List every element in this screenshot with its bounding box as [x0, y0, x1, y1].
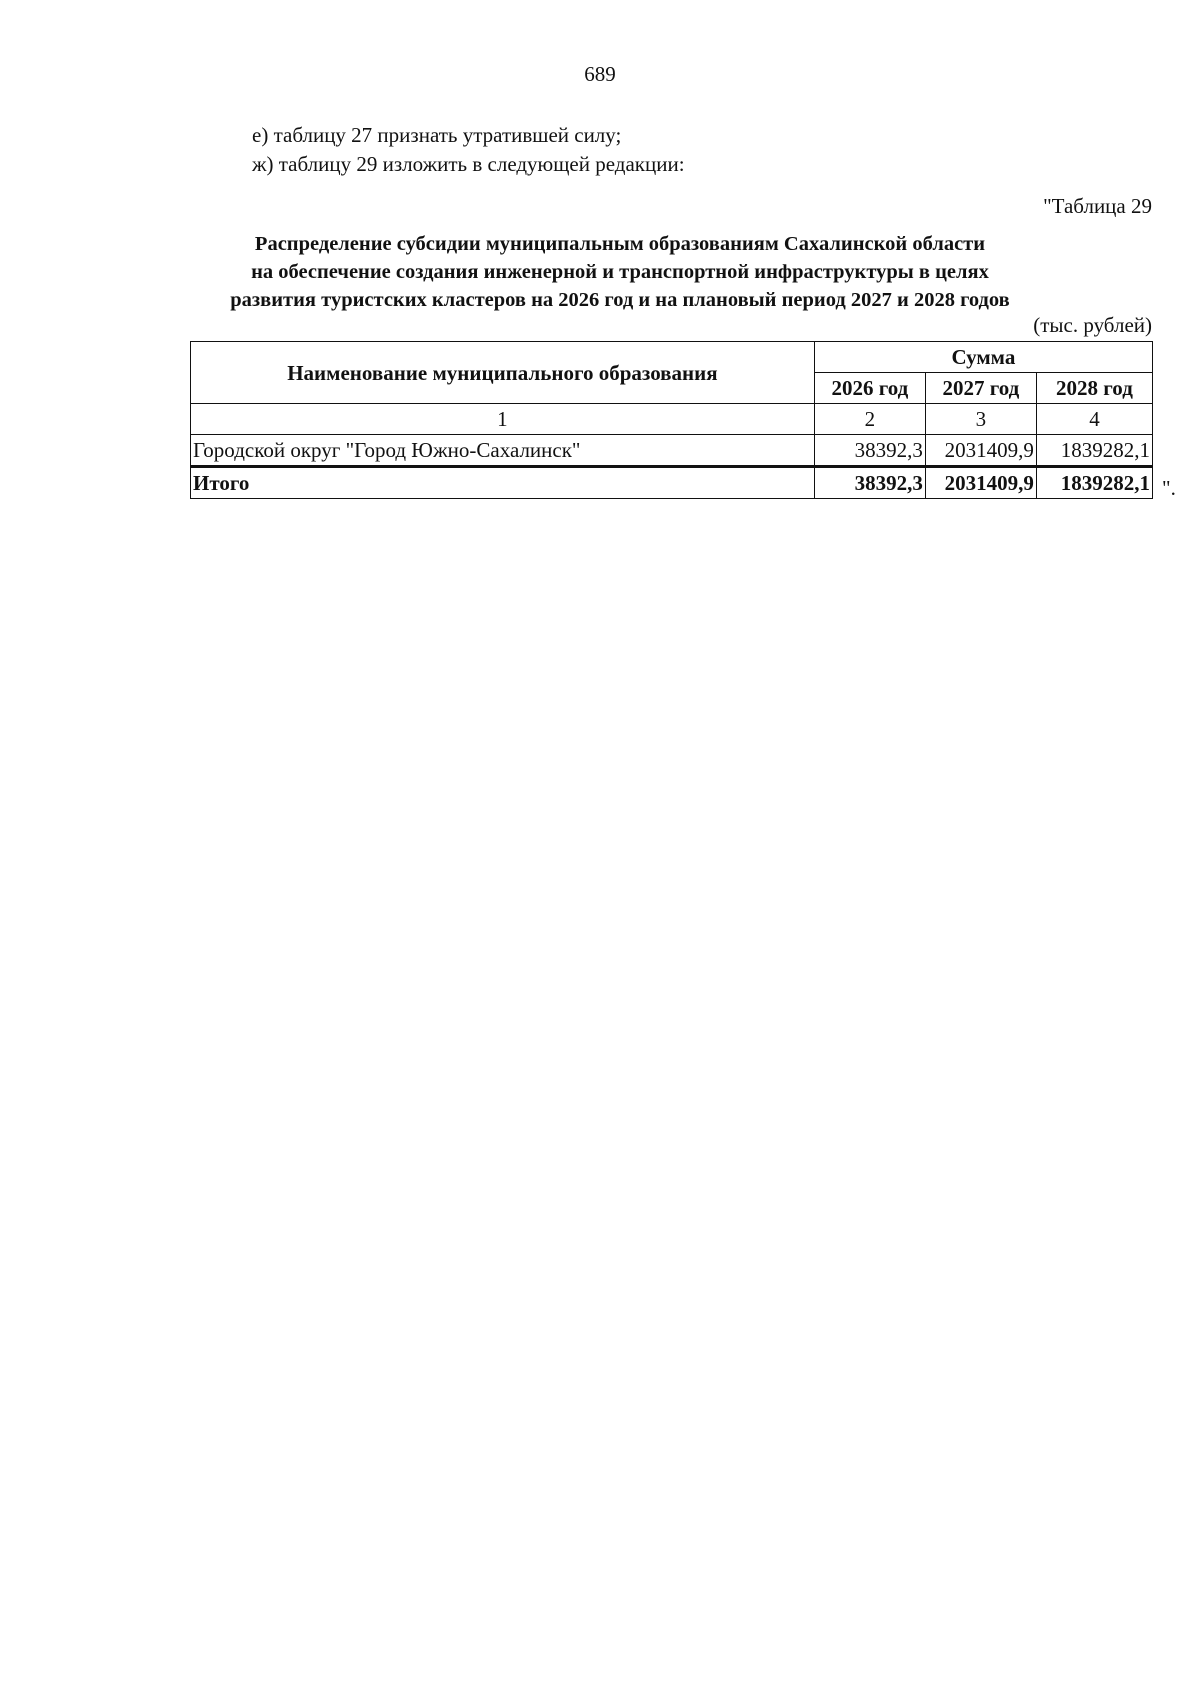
title-line-3: развития туристских кластеров на 2026 год и на плановый период 2027 и 2028 годов: [230, 289, 1010, 311]
total-value-2027: 2031409,9: [925, 467, 1036, 499]
total-value-2028: 1839282,1: [1036, 467, 1152, 499]
column-number-row: [191, 404, 1153, 435]
column-number: 3: [925, 404, 1036, 435]
table-row: [191, 435, 1153, 467]
paragraph-e: е) таблицу 27 признать утратившей силу;: [252, 123, 622, 147]
row-value-2026: 38392,3: [814, 435, 925, 467]
header-name: Наименование муниципального образования: [191, 342, 815, 404]
total-row: [191, 467, 1153, 499]
title-line-1: Распределение субсидии муниципальным образованиям Сахалинской области: [254, 233, 986, 255]
header-row: [191, 342, 1153, 373]
row-value-2028: 1839282,1: [1036, 435, 1152, 467]
row-value-2027: 2031409,9: [925, 435, 1036, 467]
column-number: 1: [191, 404, 815, 435]
page-number: 689: [584, 62, 616, 86]
table-title: [160, 230, 1080, 314]
subsidy-table: [190, 341, 1153, 499]
column-number: 4: [1036, 404, 1152, 435]
row-name: Городской округ "Город Южно-Сахалинск": [191, 435, 815, 467]
header-year-2026: 2026 год: [814, 373, 925, 404]
header-year-2027: 2027 год: [925, 373, 1036, 404]
column-number: 2: [814, 404, 925, 435]
units-label: (тыс. рублей): [1033, 313, 1152, 337]
paragraph-zh: ж) таблицу 29 изложить в следующей редакции:: [252, 152, 685, 176]
header-year-2028: 2028 год: [1036, 373, 1152, 404]
total-label: Итого: [191, 467, 815, 499]
table-label: "Таблица 29: [1043, 194, 1152, 218]
total-value-2026: 38392,3: [814, 467, 925, 499]
closing-quote-mark: ".: [1162, 476, 1176, 500]
header-sum: Сумма: [814, 342, 1152, 373]
title-line-2: на обеспечение создания инженерной и транспортной инфраструктуры в целях: [251, 261, 989, 283]
